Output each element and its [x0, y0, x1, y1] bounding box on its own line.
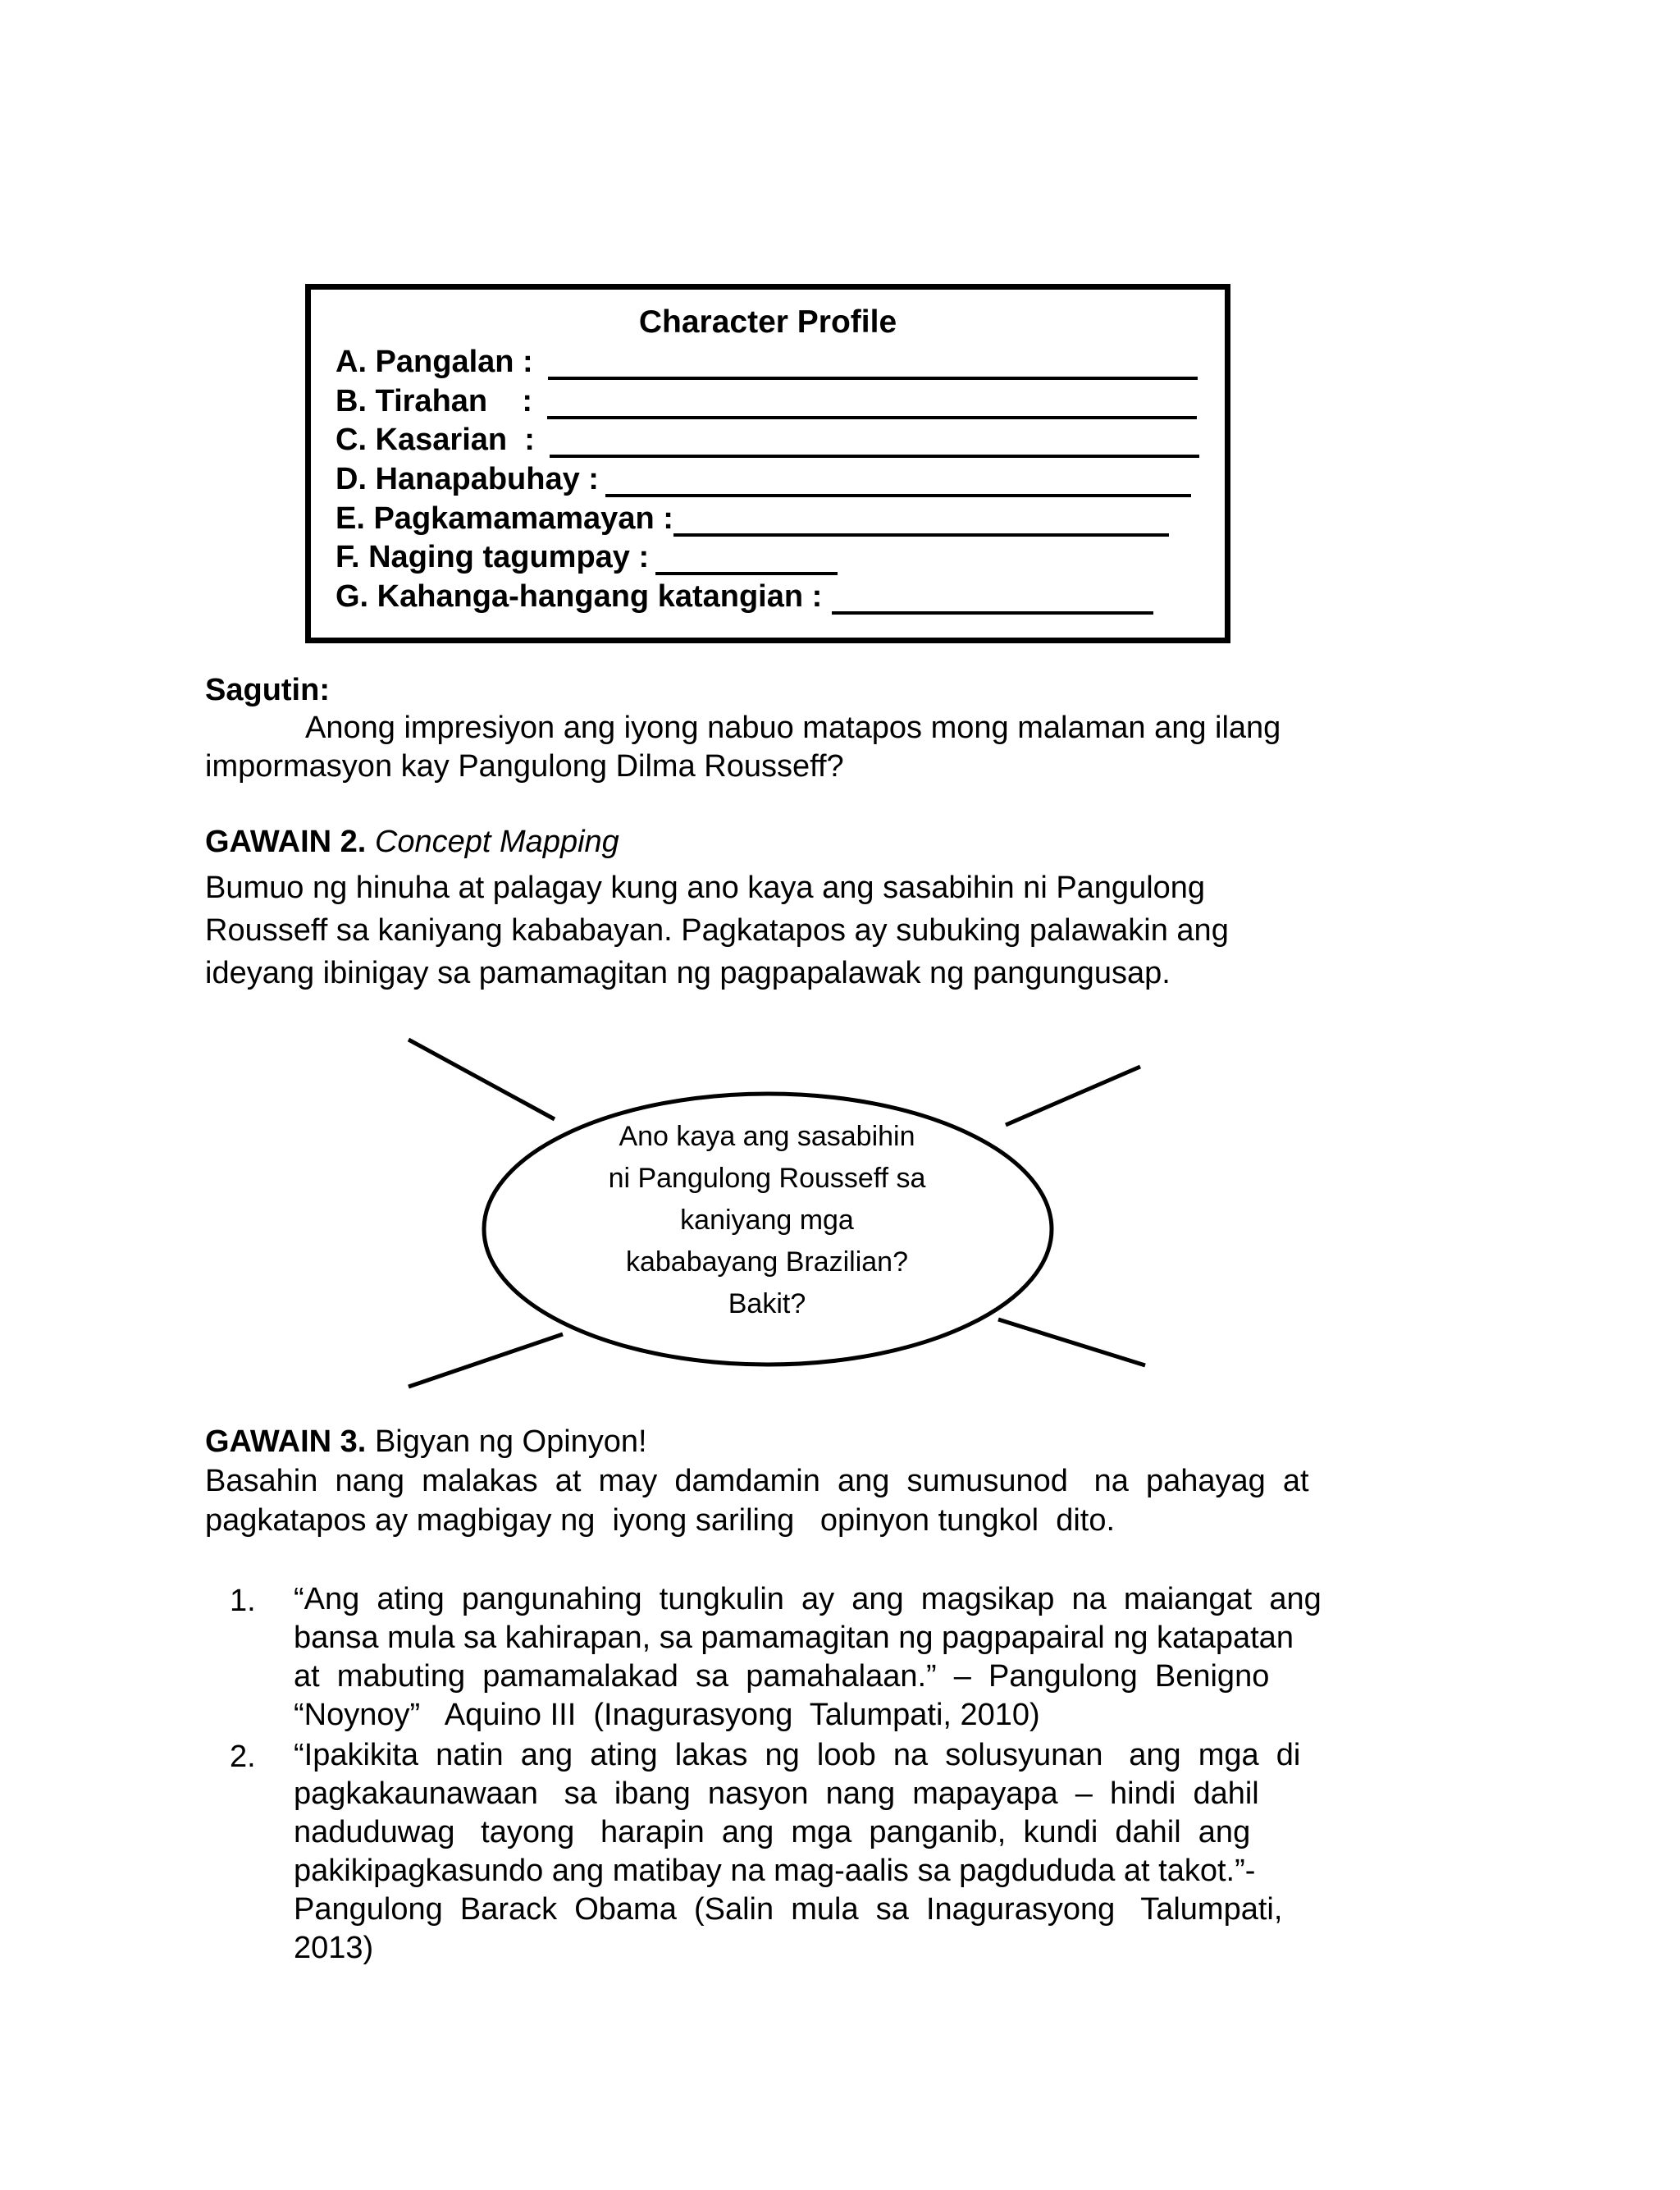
- quote-line: naduduwag tayong harapin ang mga panganib, kundi dahil ang: [294, 1815, 1251, 1849]
- gawain2-title: Concept Mapping: [374, 825, 619, 859]
- oval-line: Ano kaya ang sasabihin: [619, 1121, 915, 1152]
- quote-line: pakikipagkasundo ang matibay na mag-aalis sa pagdududa at takot.”-: [294, 1854, 1256, 1888]
- spoke-top-right: [1006, 1067, 1140, 1125]
- sagutin-question-line2: impormasyon kay Pangulong Dilma Rousseff?: [205, 749, 844, 784]
- field-label: C. Kasarian :: [336, 423, 535, 457]
- quote-item-2: [294, 1736, 1374, 1968]
- quote-item-1: [294, 1580, 1374, 1735]
- quote-line: at mabuting pamamalakad sa pamahalaan.” – Pangulong Benigno: [294, 1659, 1270, 1694]
- field-label: F. Naging tagumpay :: [336, 540, 650, 574]
- quote-line: 2013): [294, 1931, 374, 1965]
- field-label: D. Hanapabuhay :: [336, 462, 599, 496]
- instruction-line: Bumuo ng hinuha at palagay kung ano kaya ang sasabihin ni Pangulong: [205, 871, 1206, 905]
- quote-line: Pangulong Barack Obama (Salin mula sa Inagurasyong Talumpati,: [294, 1892, 1283, 1927]
- quote-line: bansa mula sa kahirapan, sa pamamagitan ng pagpapairal ng katapatan: [294, 1621, 1294, 1655]
- sagutin-heading: Sagutin:: [205, 673, 330, 707]
- quote-line: “Ang ating pangunahing tungkulin ay ang magsikap na maiangat ang: [294, 1582, 1322, 1616]
- gawain2-label: GAWAIN 2.: [205, 825, 367, 859]
- profile-title: Character Profile: [638, 304, 897, 340]
- concept-oval-text: [525, 1116, 1009, 1325]
- field-label: E. Pagkamamamayan :: [336, 501, 673, 536]
- spoke-top-left: [409, 1040, 555, 1119]
- instruction-line: ideyang ibinigay sa pamamagitan ng pagpapalawak ng pangungusap.: [205, 956, 1171, 990]
- gawain3-instruction-line2: pagkatapos ay magbigay ng iyong sariling opinyon tungkol dito.: [205, 1503, 1116, 1538]
- gawain3-title: Bigyan ng Opinyon!: [374, 1424, 647, 1459]
- list-number: 2.: [230, 1740, 256, 1774]
- spoke-bottom-right: [998, 1319, 1145, 1365]
- instruction-line: Rousseff sa kaniyang kababayan. Pagkatapos ay subuking palawakin ang: [205, 913, 1229, 948]
- oval-line: kababayang Brazilian?: [625, 1246, 909, 1278]
- field-label: A. Pangalan :: [336, 345, 533, 379]
- oval-line: kaniyang mga: [680, 1205, 854, 1236]
- quote-line: pagkakaunawaan sa ibang nasyon nang mapayapa – hindi dahil: [294, 1776, 1259, 1811]
- gawain3-instruction-line1: Basahin nang malakas at may damdamin ang sumusunod na pahayag at: [205, 1464, 1309, 1498]
- quote-line: “Ipakikita natin ang ating lakas ng loob na solusyunan ang mga di: [294, 1738, 1301, 1772]
- field-label: G. Kahanga-hangang katangian :: [336, 579, 823, 614]
- gawain3-heading: [205, 1423, 647, 1461]
- quote-line: “Noynoy” Aquino III (Inagurasyong Talumpati, 2010): [294, 1698, 1040, 1732]
- list-number: 1.: [230, 1584, 256, 1618]
- oval-line: Bakit?: [728, 1288, 806, 1319]
- oval-line: ni Pangulong Rousseff sa: [608, 1163, 926, 1194]
- gawain3-label: GAWAIN 3.: [205, 1424, 367, 1459]
- spoke-bottom-left: [409, 1334, 563, 1387]
- field-label: B. Tirahan :: [336, 384, 533, 418]
- sagutin-question-line1: Anong impresiyon ang iyong nabuo matapos mong malaman ang ilang: [305, 711, 1281, 745]
